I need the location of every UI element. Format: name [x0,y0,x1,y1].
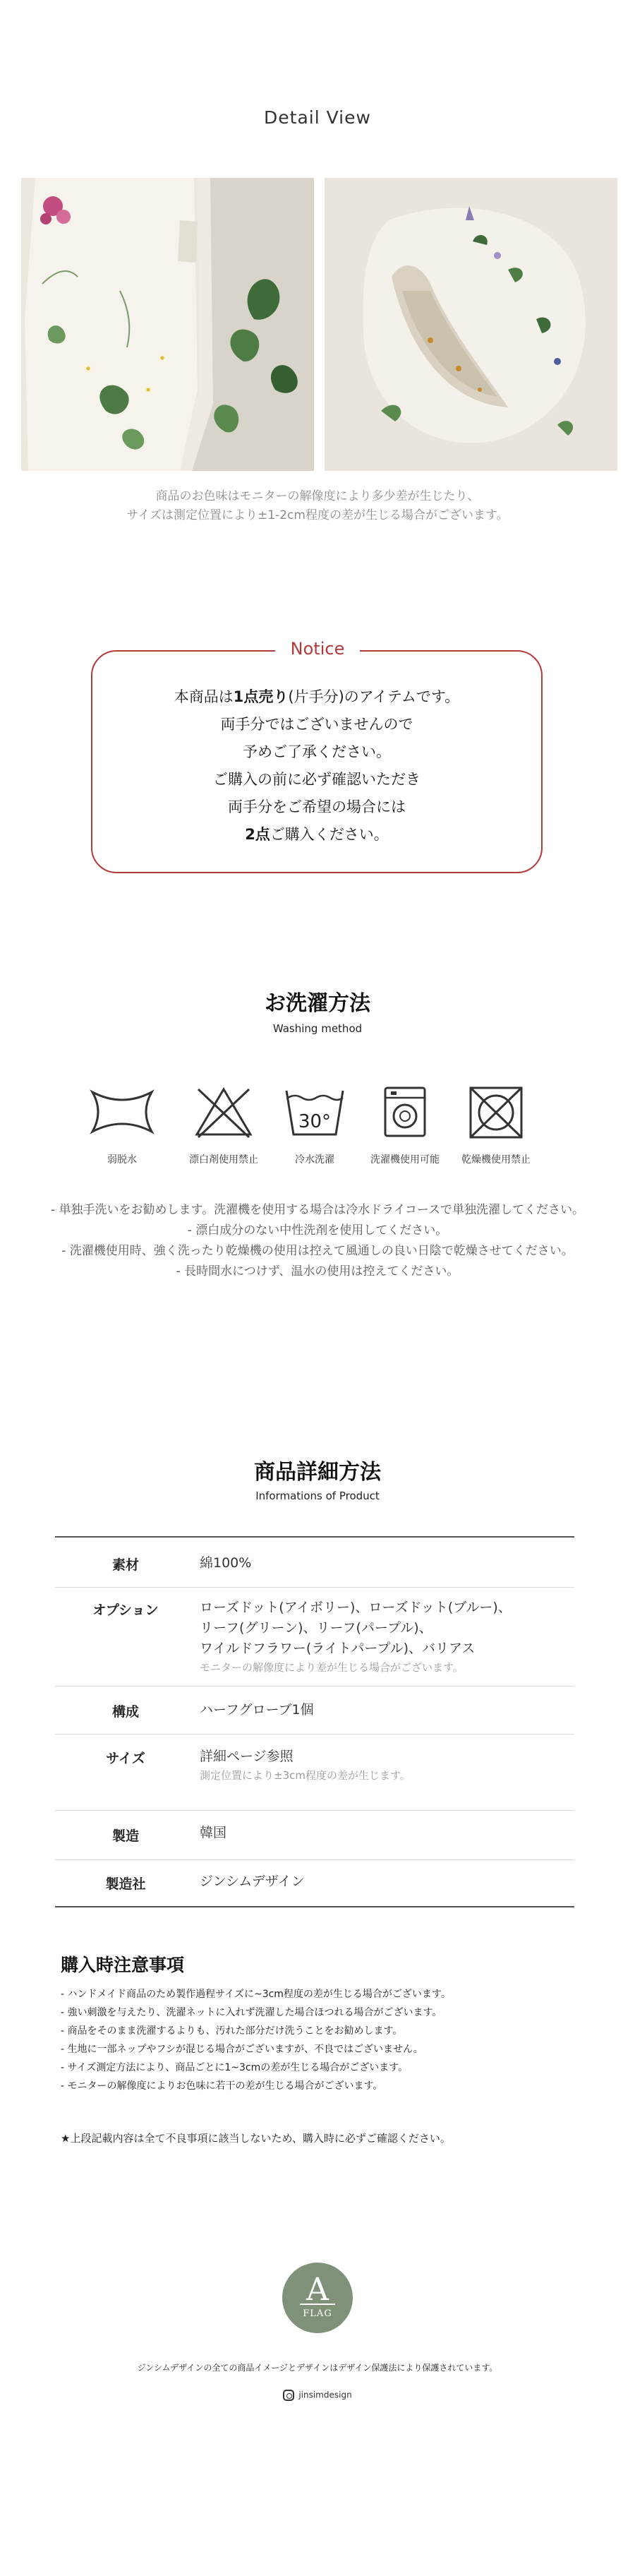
table-row-divider [55,1587,574,1588]
brand-logo-word: FLAG [303,2308,332,2319]
row-value-line: ワイルドフラワー(ライトパープル)、バリアス [200,1641,476,1656]
washing-machine-icon [366,1084,444,1140]
row-value-composition [200,1700,567,1720]
caption-line: 商品のお色味はモニターの解像度により多少差が生じたり、 [155,489,480,503]
row-key-size: サイズ [106,1751,145,1766]
purchase-note: - モニターの解像度によりお色味に若干の差が生じる場合がございます。 [61,2080,383,2092]
purchase-title: 購入時注意事項 [61,1955,185,1975]
notice-line [91,683,543,711]
row-value-options [200,1598,567,1676]
purchase-notes [61,1985,583,2095]
washing-notes [0,1200,635,1282]
table-row-divider [55,1810,574,1811]
product-subtitle: Informations of Product [255,1490,380,1502]
cold-wash-30-icon [276,1084,353,1140]
notice-line: 両手分をご希望の場合には [228,798,406,815]
notice-text-span: ご購入ください。 [270,826,389,843]
purchase-note: - 商品をそのまま洗濯するよりも、汚れた部分だけ洗うことをお勧めします。 [61,2025,403,2037]
row-value-line: 詳細ページ参照 [200,1749,294,1764]
table-row-divider [55,1734,574,1735]
notice-line: ご購入の前に必ず確認いただき [213,771,421,788]
instagram-icon [283,2390,294,2401]
washing-note: - 洗濯機使用時、強く洗ったり乾燥機の使用は控えて風通しの良い日陰で乾燥させてください。 [61,1244,574,1258]
notice-text-span: (片手分)のアイテムです。 [288,688,460,705]
no-bleach-icon [185,1084,262,1140]
notice-label: Notice [275,636,360,661]
purchase-footer: ★上段記載内容は全て不良事項に該当しないため、購入時に必ずご確認ください。 [61,2132,451,2145]
notice-emphasis: 1点売り [233,688,289,705]
instagram-handle[interactable]: jinsimdesign [298,2390,352,2400]
product-title: 商品詳細方法 [254,1460,381,1485]
instagram-link[interactable] [0,2390,635,2401]
notice-text-span: 本商品は [174,688,234,705]
washing-note: - 漂白成分のない中性洗剤を使用してください。 [187,1223,448,1238]
purchase-note: - 生地に一部ネップやフシが混じる場合がございますが、不良ではございません。 [61,2044,423,2055]
row-value-line: ジンシムデザイン [200,1874,305,1889]
row-value-size [200,1747,567,1784]
row-value-line: 綿100% [200,1555,252,1571]
row-value-line: ハーフグローブ1個 [200,1702,314,1718]
brand-logo-letter: A [306,2272,329,2308]
product-photo-opening [325,178,617,471]
row-value-manufacturer [200,1871,567,1892]
washing-title: お洗濯方法 [265,991,370,1016]
purchase-note: - ハンドメイド商品のため製作過程サイズに~3cm程度の差が生じる場合がございます。 [61,1989,451,2000]
notice-line [91,821,543,849]
row-key-origin: 製造 [111,1828,139,1844]
table-row-divider [55,1686,574,1687]
row-note: モニターの解像度により差が生じる場合がございます。 [200,1661,464,1674]
row-key-options: オプション [92,1602,159,1618]
wash-label: 弱脱水 [107,1154,137,1166]
wash-label: 乾燥機使用禁止 [461,1154,531,1166]
purchase-note: - サイズ測定方法により、商品ごとに1~3cmの差が生じる場合がございます。 [61,2062,409,2073]
washing-subtitle: Washing method [272,1022,363,1035]
detail-title: Detail View [264,107,371,128]
wash-label: 漂白剤使用禁止 [189,1154,258,1166]
table-top-rule [55,1536,574,1538]
row-key-composition: 構成 [111,1704,139,1720]
notice-text [91,683,543,849]
wash-label: 冷水洗濯 [295,1154,334,1166]
table-bottom-rule [55,1906,574,1907]
row-value-origin [200,1823,567,1843]
row-key-material: 素材 [111,1557,139,1573]
detail-caption [0,487,635,525]
purchase-note: - 強い刺激を与えたり、洗濯ネットに入れず洗濯した場合ほつれる場合がございます。 [61,2007,442,2018]
cold-wash-temp: 30° [298,1111,332,1132]
caption-line: サイズは測定位置により±1-2cm程度の差が生じる場合がございます。 [126,508,509,522]
row-value-line: 韓国 [200,1825,227,1840]
notice-emphasis: 2点 [245,826,270,843]
row-value-line: リーフ(グリーン)、リーフ(パープル)、 [200,1620,433,1636]
row-value-material [200,1553,567,1574]
wash-label: 洗濯機使用可能 [370,1154,440,1166]
row-note: 測定位置により±3cm程度の差が生じます。 [200,1769,411,1782]
table-row-divider [55,1859,574,1860]
notice-line: 予めご了承ください。 [243,743,391,760]
row-value-line: ローズドット(アイボリー)、ローズドット(ブルー)、 [200,1600,512,1615]
brand-logo-rule [300,2304,335,2305]
no-tumble-dry-icon [457,1084,535,1140]
washing-note: - 長時間水につけず、温水の使用は控えてください。 [176,1264,459,1278]
washing-note: - 単独手洗いをお勧めします。洗濯機を使用する場合は冷水ドライコースで単独洗濯してください。 [50,1203,585,1217]
copyright-notice: ジンシムデザインの全ての商品イメージとデザインはデザイン保護法により保護されています。 [137,2363,498,2373]
product-photo-flat [21,178,314,471]
notice-line: 両手分ではございませんので [220,716,413,733]
row-key-manufacturer: 製造社 [105,1876,146,1892]
wring-icon [83,1084,161,1140]
